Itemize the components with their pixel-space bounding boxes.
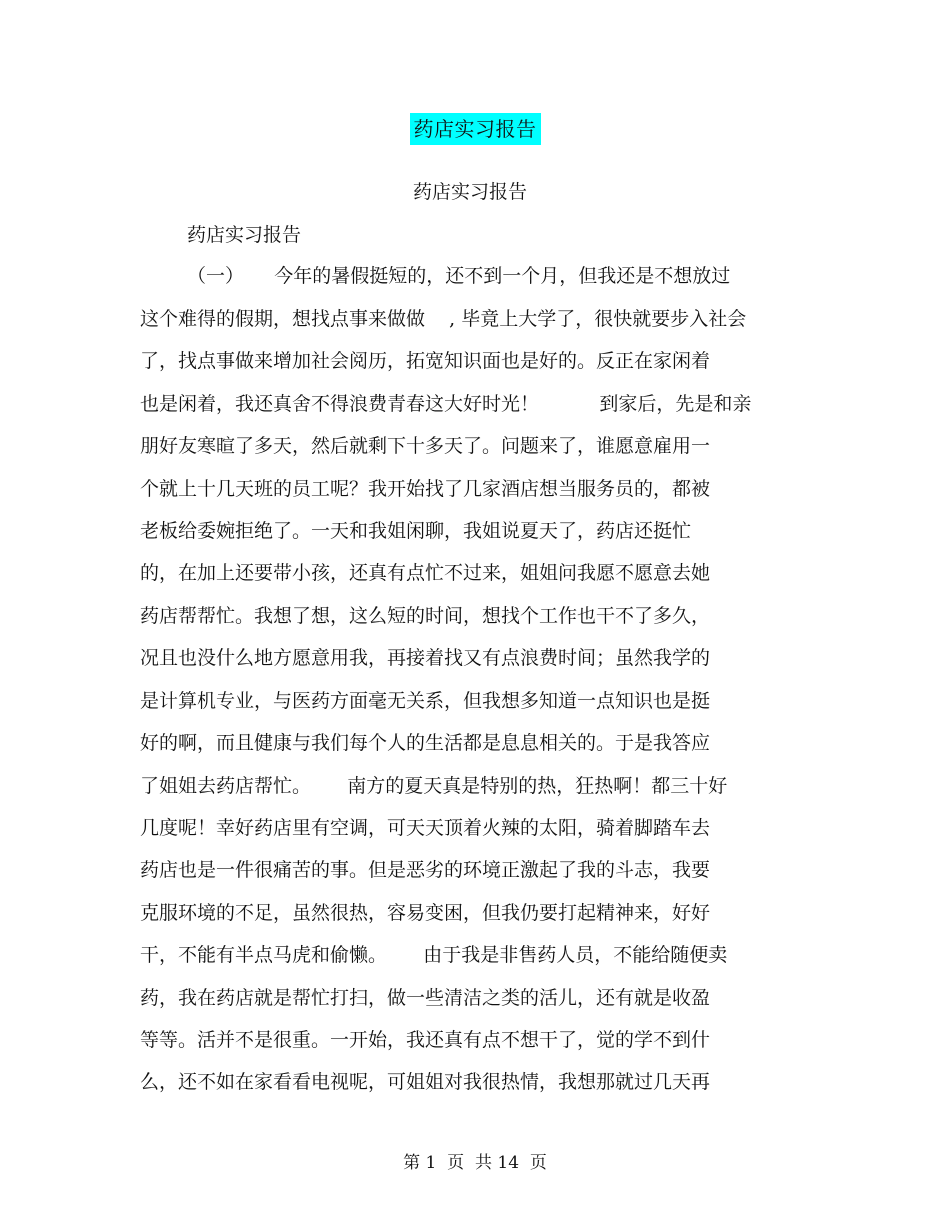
section-heading: 药店实习报告 [187, 224, 302, 246]
body-line: 几度呢！幸好药店里有空调，可天天顶着火辣的太阳，骑着脚踏车去 [140, 817, 711, 839]
body-line: 克服环境的不足，虽然很热，容易变困，但我仍要打起精神来，好好 [140, 902, 711, 924]
body-line: 等等。活并不是很重。一开始，我还真有点不想干了，觉的学不到什 [140, 1029, 711, 1051]
body-line: 好的啊，而且健康与我们每个人的生活都是息息相关的。于是我答应 [140, 732, 711, 754]
document-subtitle: 药店实习报告 [412, 181, 527, 203]
body-line: 了，找点事做来增加社会阅历，拓宽知识面也是好的。反正在家闲着 [140, 350, 711, 372]
body-line: 是计算机专业，与医药方面毫无关系，但我想多知道一点知识也是挺 [140, 690, 711, 712]
page-number-footer: 第 1 页 共 14 页 [403, 1153, 547, 1173]
body-line: （一） 今年的暑假挺短的，还不到一个月，但我还是不想放过 [187, 265, 731, 287]
body-line: 么，还不如在家看看电视呢，可姐姐对我很热情，我想那就过几天再 [140, 1071, 711, 1093]
body-line: 个就上十几天班的员工呢？我开始找了几家酒店想当服务员的，都被 [140, 478, 711, 500]
title-container [0, 113, 950, 145]
body-line: 药店帮帮忙。我想了想，这么短的时间，想找个工作也干不了多久， [140, 605, 711, 627]
body-line: 干，不能有半点马虎和偷懒。 由于我是非售药人员，不能给随便卖 [140, 944, 728, 966]
body-line: 了姐姐去药店帮忙。 南方的夏天真是特别的热，狂热啊！都三十好 [140, 775, 728, 797]
body-line: 老板给委婉拒绝了。一天和我姐闲聊，我姐说夏天了，药店还挺忙 [140, 520, 692, 542]
body-line: 这个难得的假期，想找点事来做做 , 毕竟上大学了，很快就要步入社会 [140, 308, 747, 330]
body-line: 朋好友寒暄了多天，然后就剩下十多天了。问题来了，谁愿意雇用一 [140, 435, 711, 457]
document-title: 药店实习报告 [410, 113, 541, 145]
body-line: 药店也是一件很痛苦的事。但是恶劣的环境正激起了我的斗志，我要 [140, 859, 711, 881]
body-line: 况且也没什么地方愿意用我，再接着找又有点浪费时间；虽然我学的 [140, 647, 711, 669]
body-line: 的，在加上还要带小孩，还真有点忙不过来，姐姐问我愿不愿意去她 [140, 562, 711, 584]
body-line: 药，我在药店就是帮忙打扫，做一些清洁之类的活儿，还有就是收盈 [140, 987, 711, 1009]
body-line: 也是闲着，我还真舍不得浪费青春这大好时光！ 到家后，先是和亲 [140, 393, 752, 415]
